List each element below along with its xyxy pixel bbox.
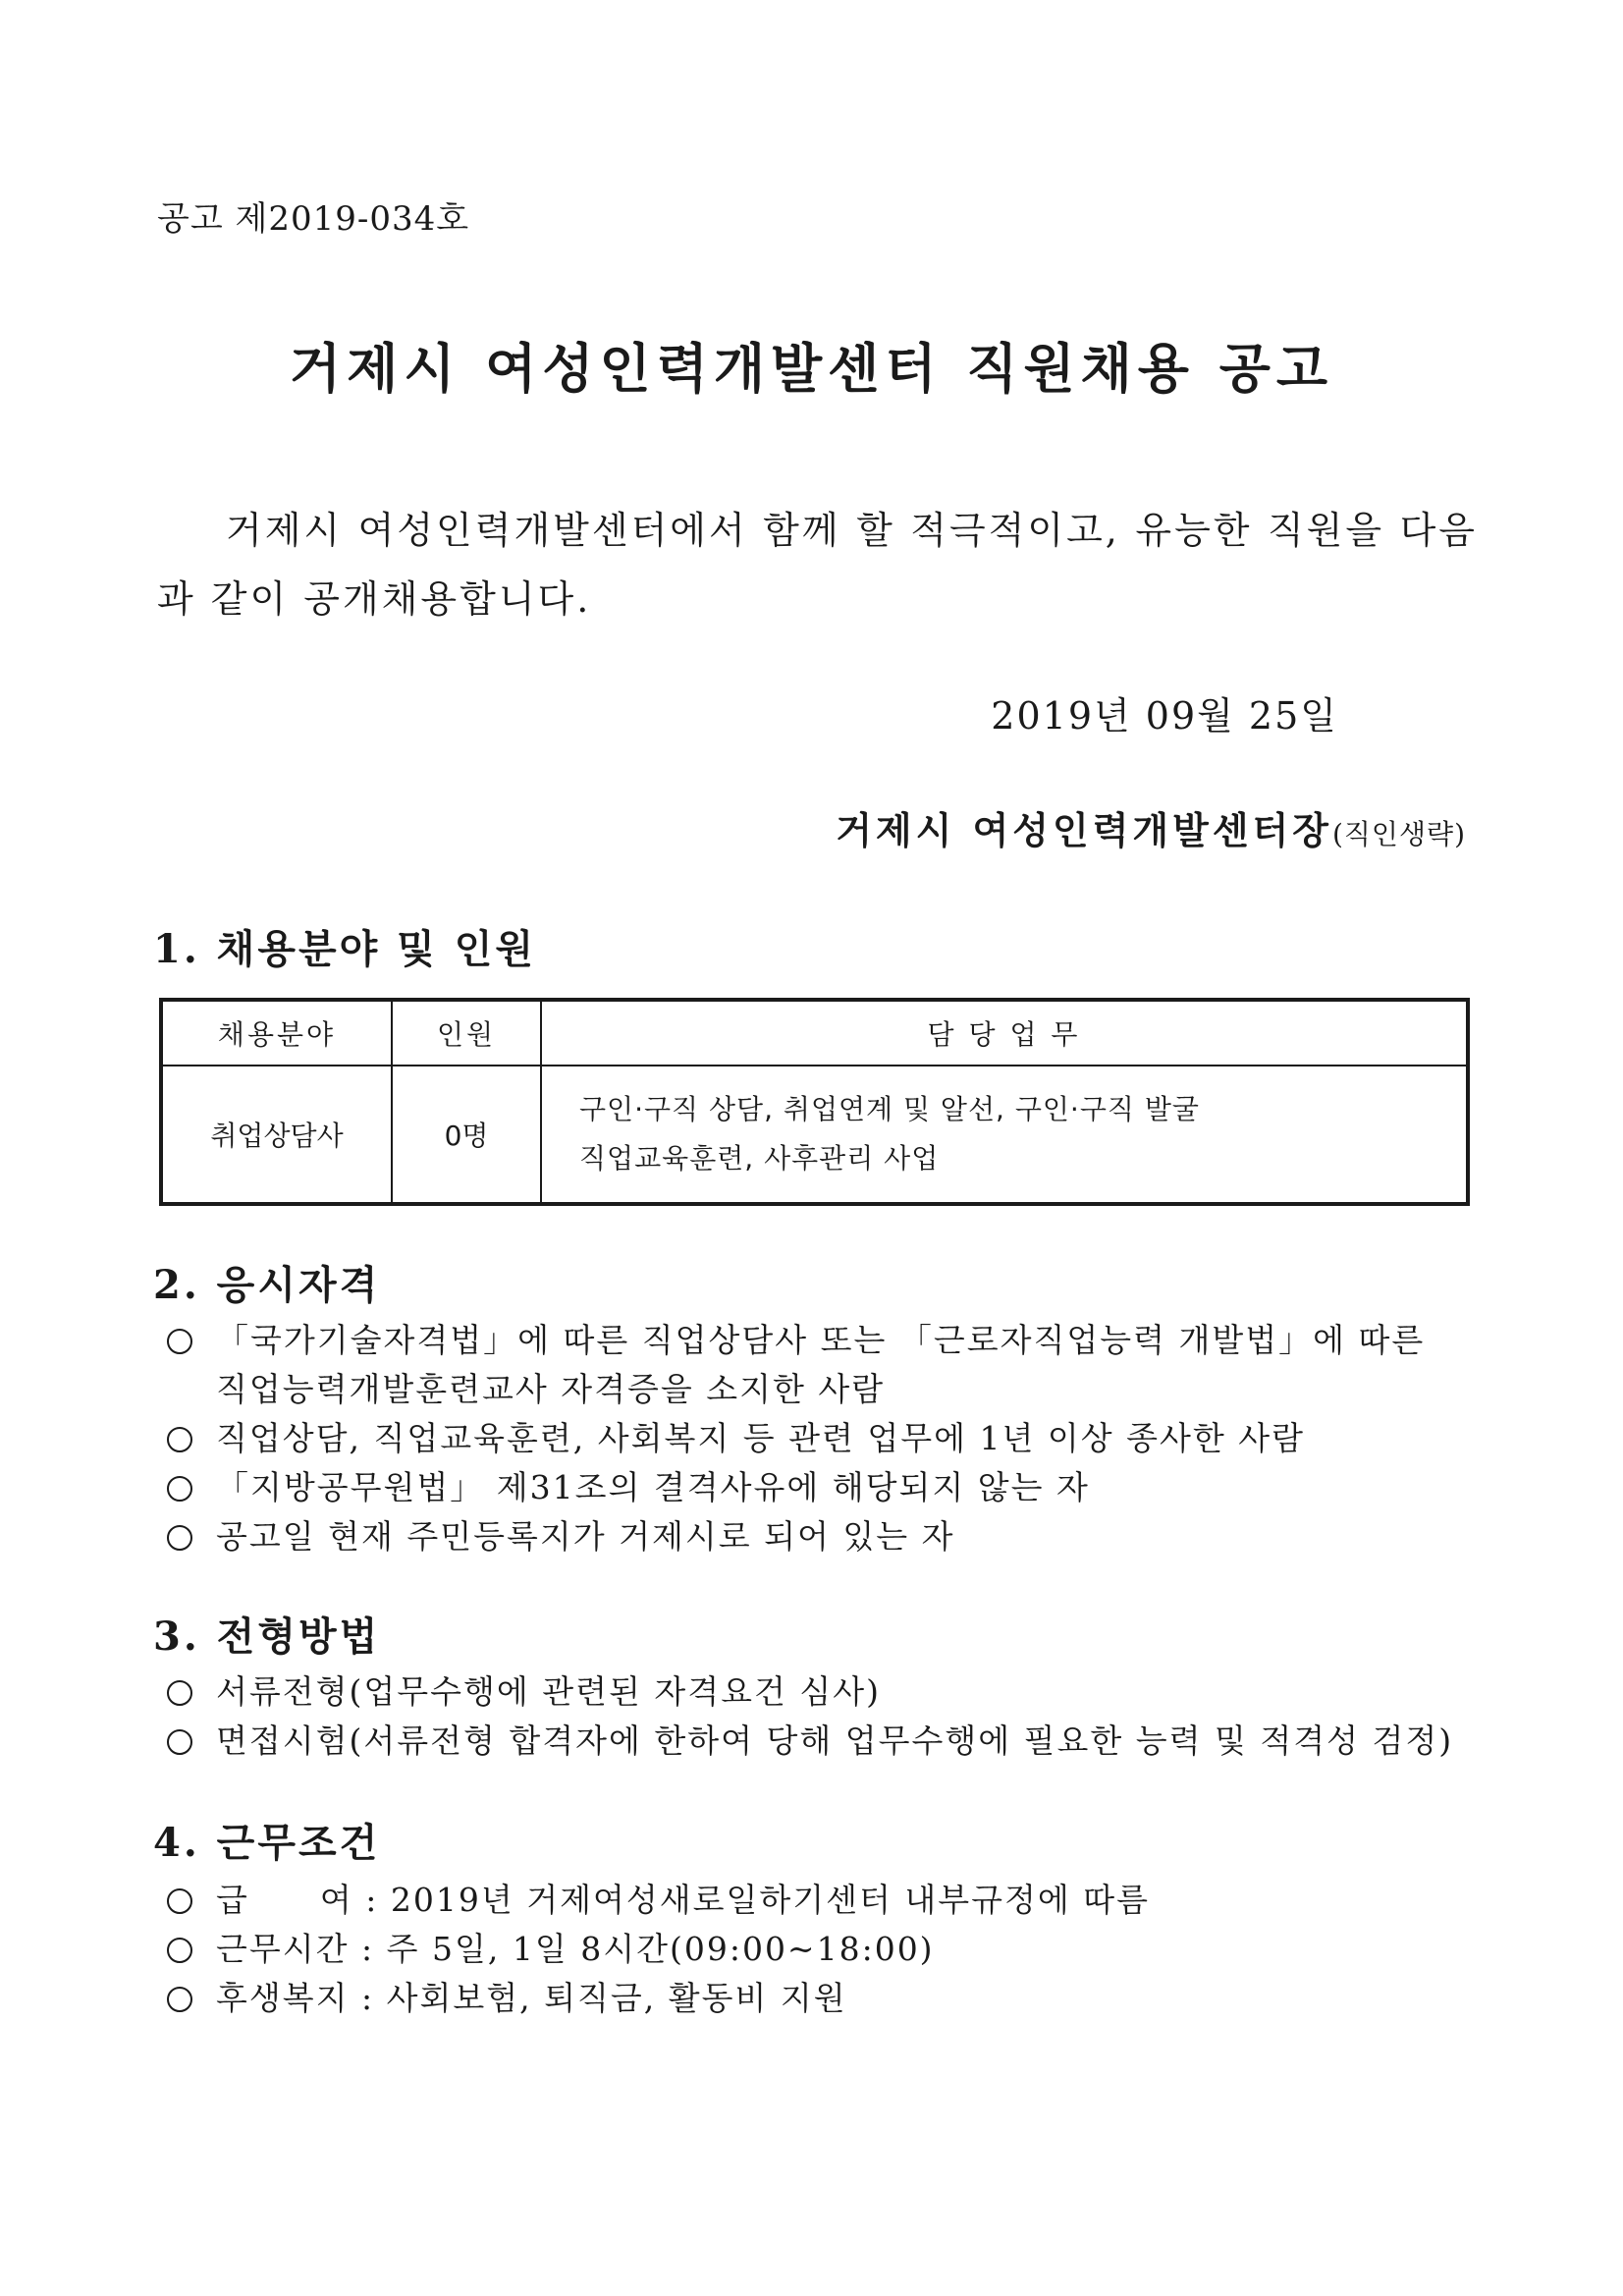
condition-label: 근무시간 <box>216 1930 350 1968</box>
announcement-date: 2019년 09월 25일 <box>991 694 1338 738</box>
column-header-field: 채용분야 <box>161 1000 392 1066</box>
table-header-row <box>161 1000 1468 1066</box>
circle-bullet-icon <box>167 1987 192 2012</box>
list-item <box>167 1512 1483 1561</box>
condition-label: 급 <box>216 1881 249 1919</box>
table-row <box>161 1066 1468 1204</box>
list-item <box>167 1925 1483 1974</box>
condition-value: : 주 5일, 1일 8시간(09:00~18:00) <box>361 1930 935 1968</box>
conditions-list <box>167 1876 1483 2023</box>
cell-duties <box>541 1066 1468 1204</box>
selection-text: 면접시험(서류전형 합격자에 한하여 당해 업무수행에 필요한 능력 및 적격성 검정) <box>216 1722 1454 1760</box>
list-item <box>167 1463 1483 1512</box>
qualification-text-continued: 직업능력개발훈련교사 자격증을 소지한 사람 <box>216 1370 886 1408</box>
cell-count: 0명 <box>392 1066 541 1204</box>
list-item <box>167 1876 1483 1925</box>
section-heading-conditions: 4. 근무조건 <box>153 1820 381 1866</box>
list-item <box>167 1717 1483 1766</box>
circle-bullet-icon <box>167 1888 192 1914</box>
section-heading-selection: 3. 전형방법 <box>153 1613 381 1660</box>
qualification-text: 공고일 현재 주민등록지가 거제시로 되어 있는 자 <box>216 1517 955 1556</box>
qualification-text: 「지방공무원법」 제31조의 결격사유에 해당되지 않는 자 <box>216 1468 1090 1506</box>
condition-label: 여 <box>319 1881 353 1919</box>
recruitment-table <box>159 998 1470 1206</box>
circle-bullet-icon <box>167 1329 192 1354</box>
qualification-text: 직업상담, 직업교육훈련, 사회복지 등 관련 업무에 1년 이상 종사한 사람 <box>216 1419 1305 1457</box>
qualifications-list <box>167 1316 1483 1561</box>
list-item <box>167 1667 1483 1717</box>
duty-line: 직업교육훈련, 사후관리 사업 <box>579 1142 940 1175</box>
issuer <box>836 800 1466 854</box>
notice-number: 공고 제2019-034호 <box>157 199 470 239</box>
selection-list <box>167 1667 1483 1766</box>
condition-label: 후생복지 <box>216 1979 350 2017</box>
section-heading-qualifications: 2. 응시자격 <box>153 1262 381 1308</box>
circle-bullet-icon <box>167 1729 192 1755</box>
seal-omitted-note: (직인생략) <box>1331 818 1466 850</box>
list-item <box>167 1414 1483 1463</box>
section-heading-recruitment: 1. 채용분야 및 인원 <box>153 926 537 972</box>
circle-bullet-icon <box>167 1680 192 1706</box>
circle-bullet-icon <box>167 1427 192 1452</box>
condition-value: : 2019년 거제여성새로일하기센터 내부규정에 따름 <box>365 1881 1151 1919</box>
column-header-duties: 담 당 업 무 <box>541 1000 1468 1066</box>
cell-field: 취업상담사 <box>161 1066 392 1204</box>
circle-bullet-icon <box>167 1938 192 1963</box>
selection-text: 서류전형(업무수행에 관련된 자격요건 심사) <box>216 1672 882 1711</box>
circle-bullet-icon <box>167 1476 192 1502</box>
column-header-count: 인원 <box>392 1000 541 1066</box>
list-item <box>167 1974 1483 2023</box>
issuer-name: 거제시 여성인력개발센터장 <box>836 808 1332 852</box>
qualification-text: 「국가기술자격법」에 따른 직업상담사 또는 「근로자직업능력 개발법」에 따른 <box>216 1321 1426 1359</box>
duty-line: 구인·구직 상담, 취업연계 및 알선, 구인·구직 발굴 <box>579 1093 1200 1125</box>
circle-bullet-icon <box>167 1525 192 1551</box>
intro-paragraph: 거제시 여성인력개발센터에서 함께 할 적극적이고, 유능한 직원을 다음과 같이 공개채용합니다. <box>157 509 1478 621</box>
document-title: 거제시 여성인력개발센터 직원채용 공고 <box>289 337 1334 400</box>
condition-value: : 사회보험, 퇴직금, 활동비 지원 <box>361 1979 847 2017</box>
list-item <box>167 1316 1483 1414</box>
